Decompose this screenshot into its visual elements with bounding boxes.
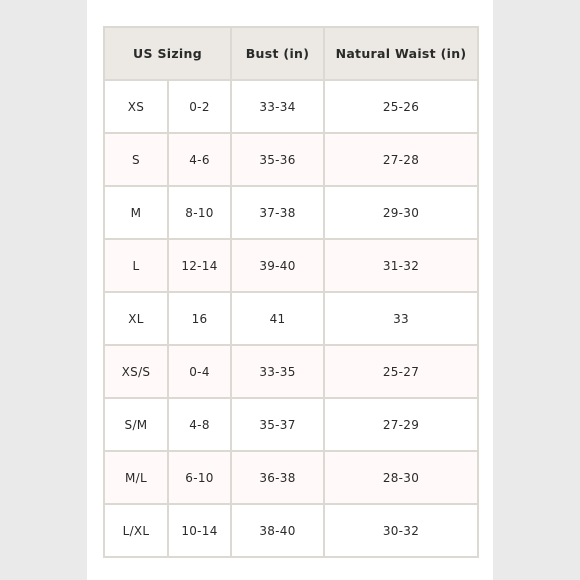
size-label: L <box>104 239 168 292</box>
waist-value: 25-27 <box>324 345 478 398</box>
us-size: 0-4 <box>168 345 231 398</box>
table-row <box>104 398 478 451</box>
us-size: 12-14 <box>168 239 231 292</box>
size-label: M/L <box>104 451 168 504</box>
table-header-row <box>104 27 478 80</box>
us-size: 0-2 <box>168 80 231 133</box>
header-us-sizing: US Sizing <box>104 27 231 80</box>
table-row <box>104 504 478 557</box>
waist-value: 27-28 <box>324 133 478 186</box>
waist-value: 33 <box>324 292 478 345</box>
us-size: 8-10 <box>168 186 231 239</box>
us-size: 4-8 <box>168 398 231 451</box>
table-row <box>104 451 478 504</box>
bust-value: 35-36 <box>231 133 324 186</box>
size-chart-table <box>103 26 479 558</box>
bust-value: 36-38 <box>231 451 324 504</box>
table-row <box>104 345 478 398</box>
waist-value: 28-30 <box>324 451 478 504</box>
us-size: 10-14 <box>168 504 231 557</box>
table-row <box>104 186 478 239</box>
header-bust: Bust (in) <box>231 27 324 80</box>
waist-value: 29-30 <box>324 186 478 239</box>
waist-value: 30-32 <box>324 504 478 557</box>
table-row <box>104 239 478 292</box>
table-row <box>104 80 478 133</box>
bust-value: 33-35 <box>231 345 324 398</box>
header-natural-waist: Natural Waist (in) <box>324 27 478 80</box>
table-row <box>104 292 478 345</box>
size-label: L/XL <box>104 504 168 557</box>
bust-value: 41 <box>231 292 324 345</box>
size-label: S <box>104 133 168 186</box>
size-label: XS <box>104 80 168 133</box>
waist-value: 27-29 <box>324 398 478 451</box>
size-label: S/M <box>104 398 168 451</box>
bust-value: 39-40 <box>231 239 324 292</box>
us-size: 16 <box>168 292 231 345</box>
bust-value: 38-40 <box>231 504 324 557</box>
waist-value: 31-32 <box>324 239 478 292</box>
table-row <box>104 133 478 186</box>
size-label: XS/S <box>104 345 168 398</box>
us-size: 4-6 <box>168 133 231 186</box>
waist-value: 25-26 <box>324 80 478 133</box>
bust-value: 35-37 <box>231 398 324 451</box>
bust-value: 37-38 <box>231 186 324 239</box>
size-label: XL <box>104 292 168 345</box>
bust-value: 33-34 <box>231 80 324 133</box>
us-size: 6-10 <box>168 451 231 504</box>
size-label: M <box>104 186 168 239</box>
